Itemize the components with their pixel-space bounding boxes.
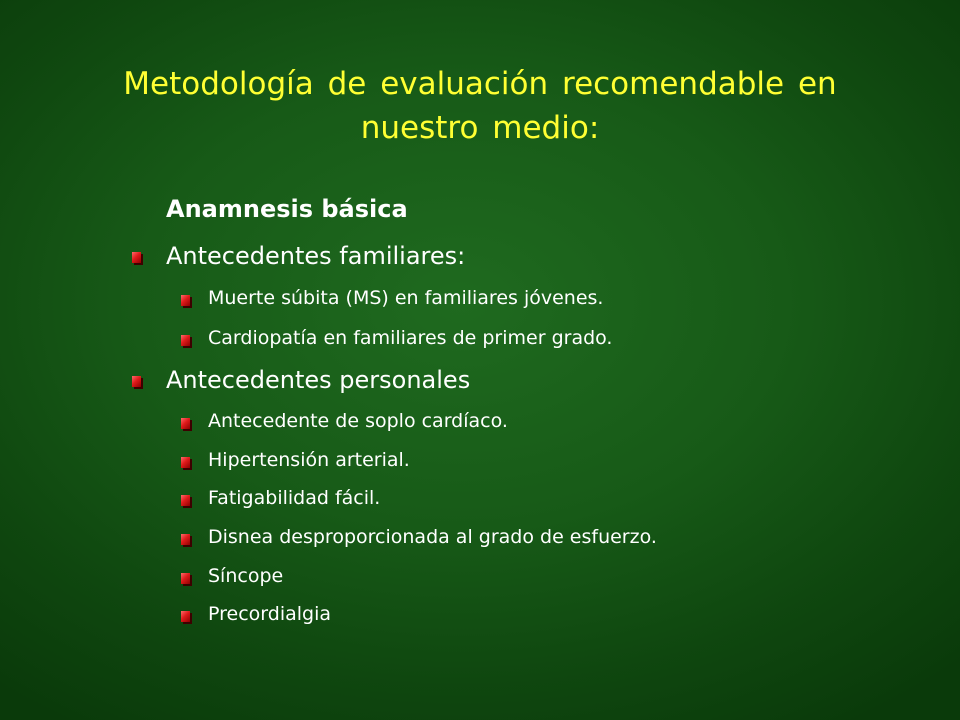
red-square-bullet-icon — [181, 573, 190, 584]
list-item — [208, 526, 657, 548]
list-item-text: Precordialgia — [208, 603, 331, 625]
list-item-text: Hipertensión arterial. — [208, 449, 410, 471]
red-square-bullet-icon — [181, 534, 190, 545]
list-item — [208, 287, 603, 309]
list-item-text: Antecedente de soplo cardíaco. — [208, 410, 508, 432]
red-square-bullet-icon — [181, 457, 190, 468]
slide-title: Metodología de evaluación recomendable en nuestro medio: — [123, 66, 837, 146]
list-item-text: Cardiopatía en familiares de primer grado. — [208, 327, 613, 349]
red-square-bullet-icon — [181, 495, 190, 506]
section-label: Antecedentes personales — [166, 366, 471, 394]
subheading: Anamnesis básica — [166, 195, 408, 223]
list-item — [208, 327, 612, 349]
red-square-bullet-icon — [132, 376, 141, 387]
red-square-bullet-icon — [181, 418, 190, 429]
list-item — [208, 449, 410, 471]
list-item-text: Síncope — [208, 565, 284, 587]
list-item — [208, 410, 508, 432]
section-heading-personales — [166, 366, 470, 394]
red-square-bullet-icon — [181, 611, 190, 622]
list-item-text: Muerte súbita (MS) en familiares jóvenes. — [208, 287, 604, 309]
list-item — [208, 565, 283, 587]
red-square-bullet-icon — [132, 252, 141, 263]
list-item-text: Disnea desproporcionada al grado de esfuerzo. — [208, 526, 657, 548]
red-square-bullet-icon — [181, 335, 190, 346]
red-square-bullet-icon — [181, 295, 190, 306]
section-label: Antecedentes familiares: — [166, 242, 466, 270]
section-heading-familiares — [166, 242, 465, 270]
list-item — [208, 603, 331, 625]
list-item — [208, 487, 380, 509]
list-item-text: Fatigabilidad fácil. — [208, 487, 381, 509]
